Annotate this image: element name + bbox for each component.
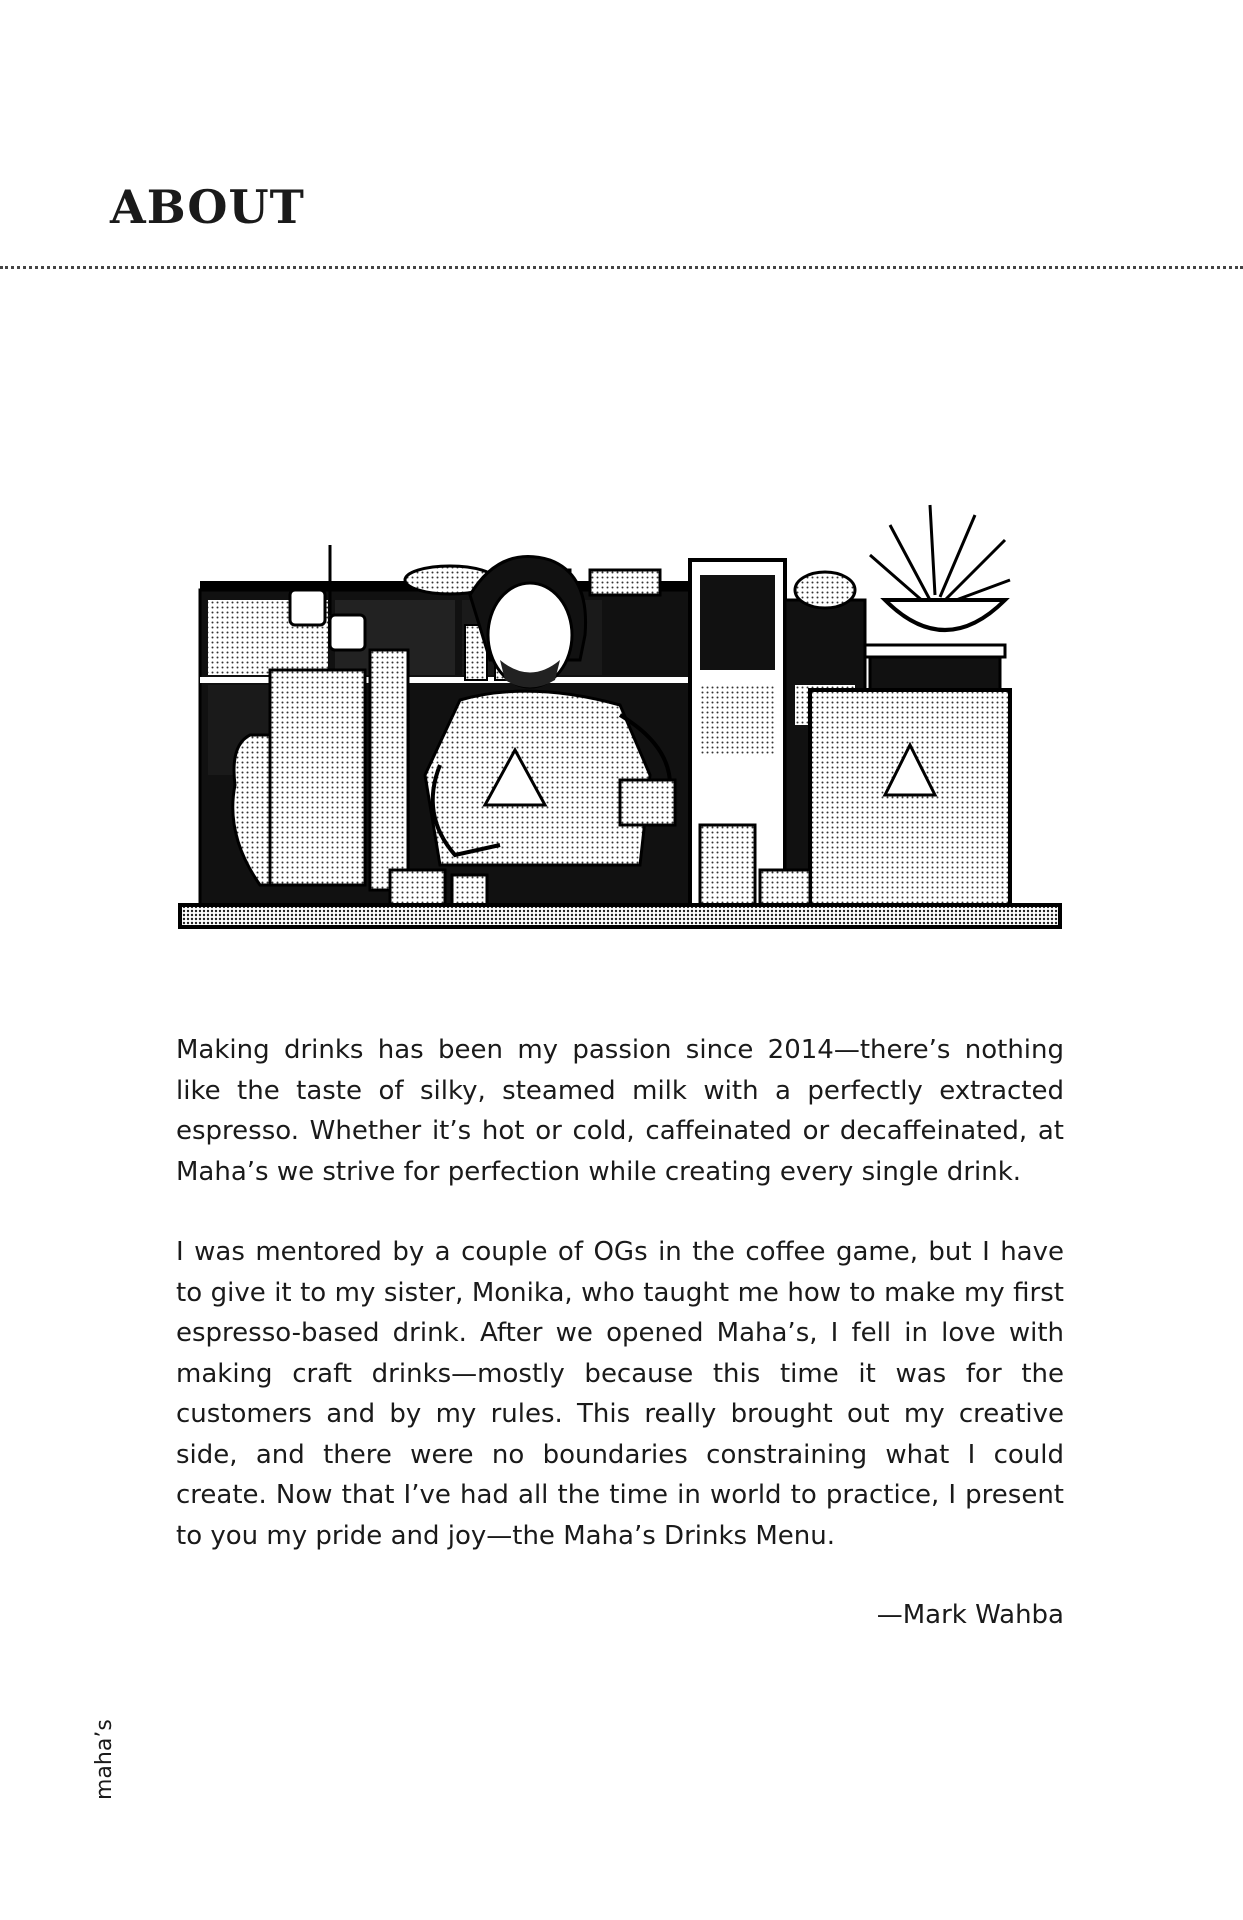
paragraph: I was mentored by a couple of OGs in the coffee game, but I have to give it to my sister, Monika, who taught me how to make my first espresso-based drink. After we opened Maha’s, I fell in love with making craft drinks—mostly because this time it was for the customers and by my rules. This really brought out my creative side, and there were no boundaries constraining what I could create. Now that I’ve had all the time in world to practice, I present to you my pride and joy—the Maha’s Drinks Menu. bbox=[176, 1237, 1064, 1551]
page-title: ABOUT bbox=[110, 180, 305, 234]
counter bbox=[180, 905, 1060, 927]
barista-illustration bbox=[170, 485, 1070, 990]
dotted-divider bbox=[0, 266, 1243, 269]
espresso-machine bbox=[810, 690, 1010, 905]
paragraph: Making drinks has been my passion since 2014—there’s nothing like the taste of silky, steamed milk with a perfectly extracted espresso. Whether it’s hot or cold, caffeinated or decaffeinated, at Maha’s we strive for perfection while creating every single drink. bbox=[176, 1035, 1064, 1187]
about-body bbox=[176, 1030, 1064, 1596]
brand-logo: maha’s bbox=[92, 1719, 117, 1800]
plant-icon bbox=[870, 505, 1010, 603]
signature: —Mark Wahba bbox=[876, 1600, 1064, 1630]
